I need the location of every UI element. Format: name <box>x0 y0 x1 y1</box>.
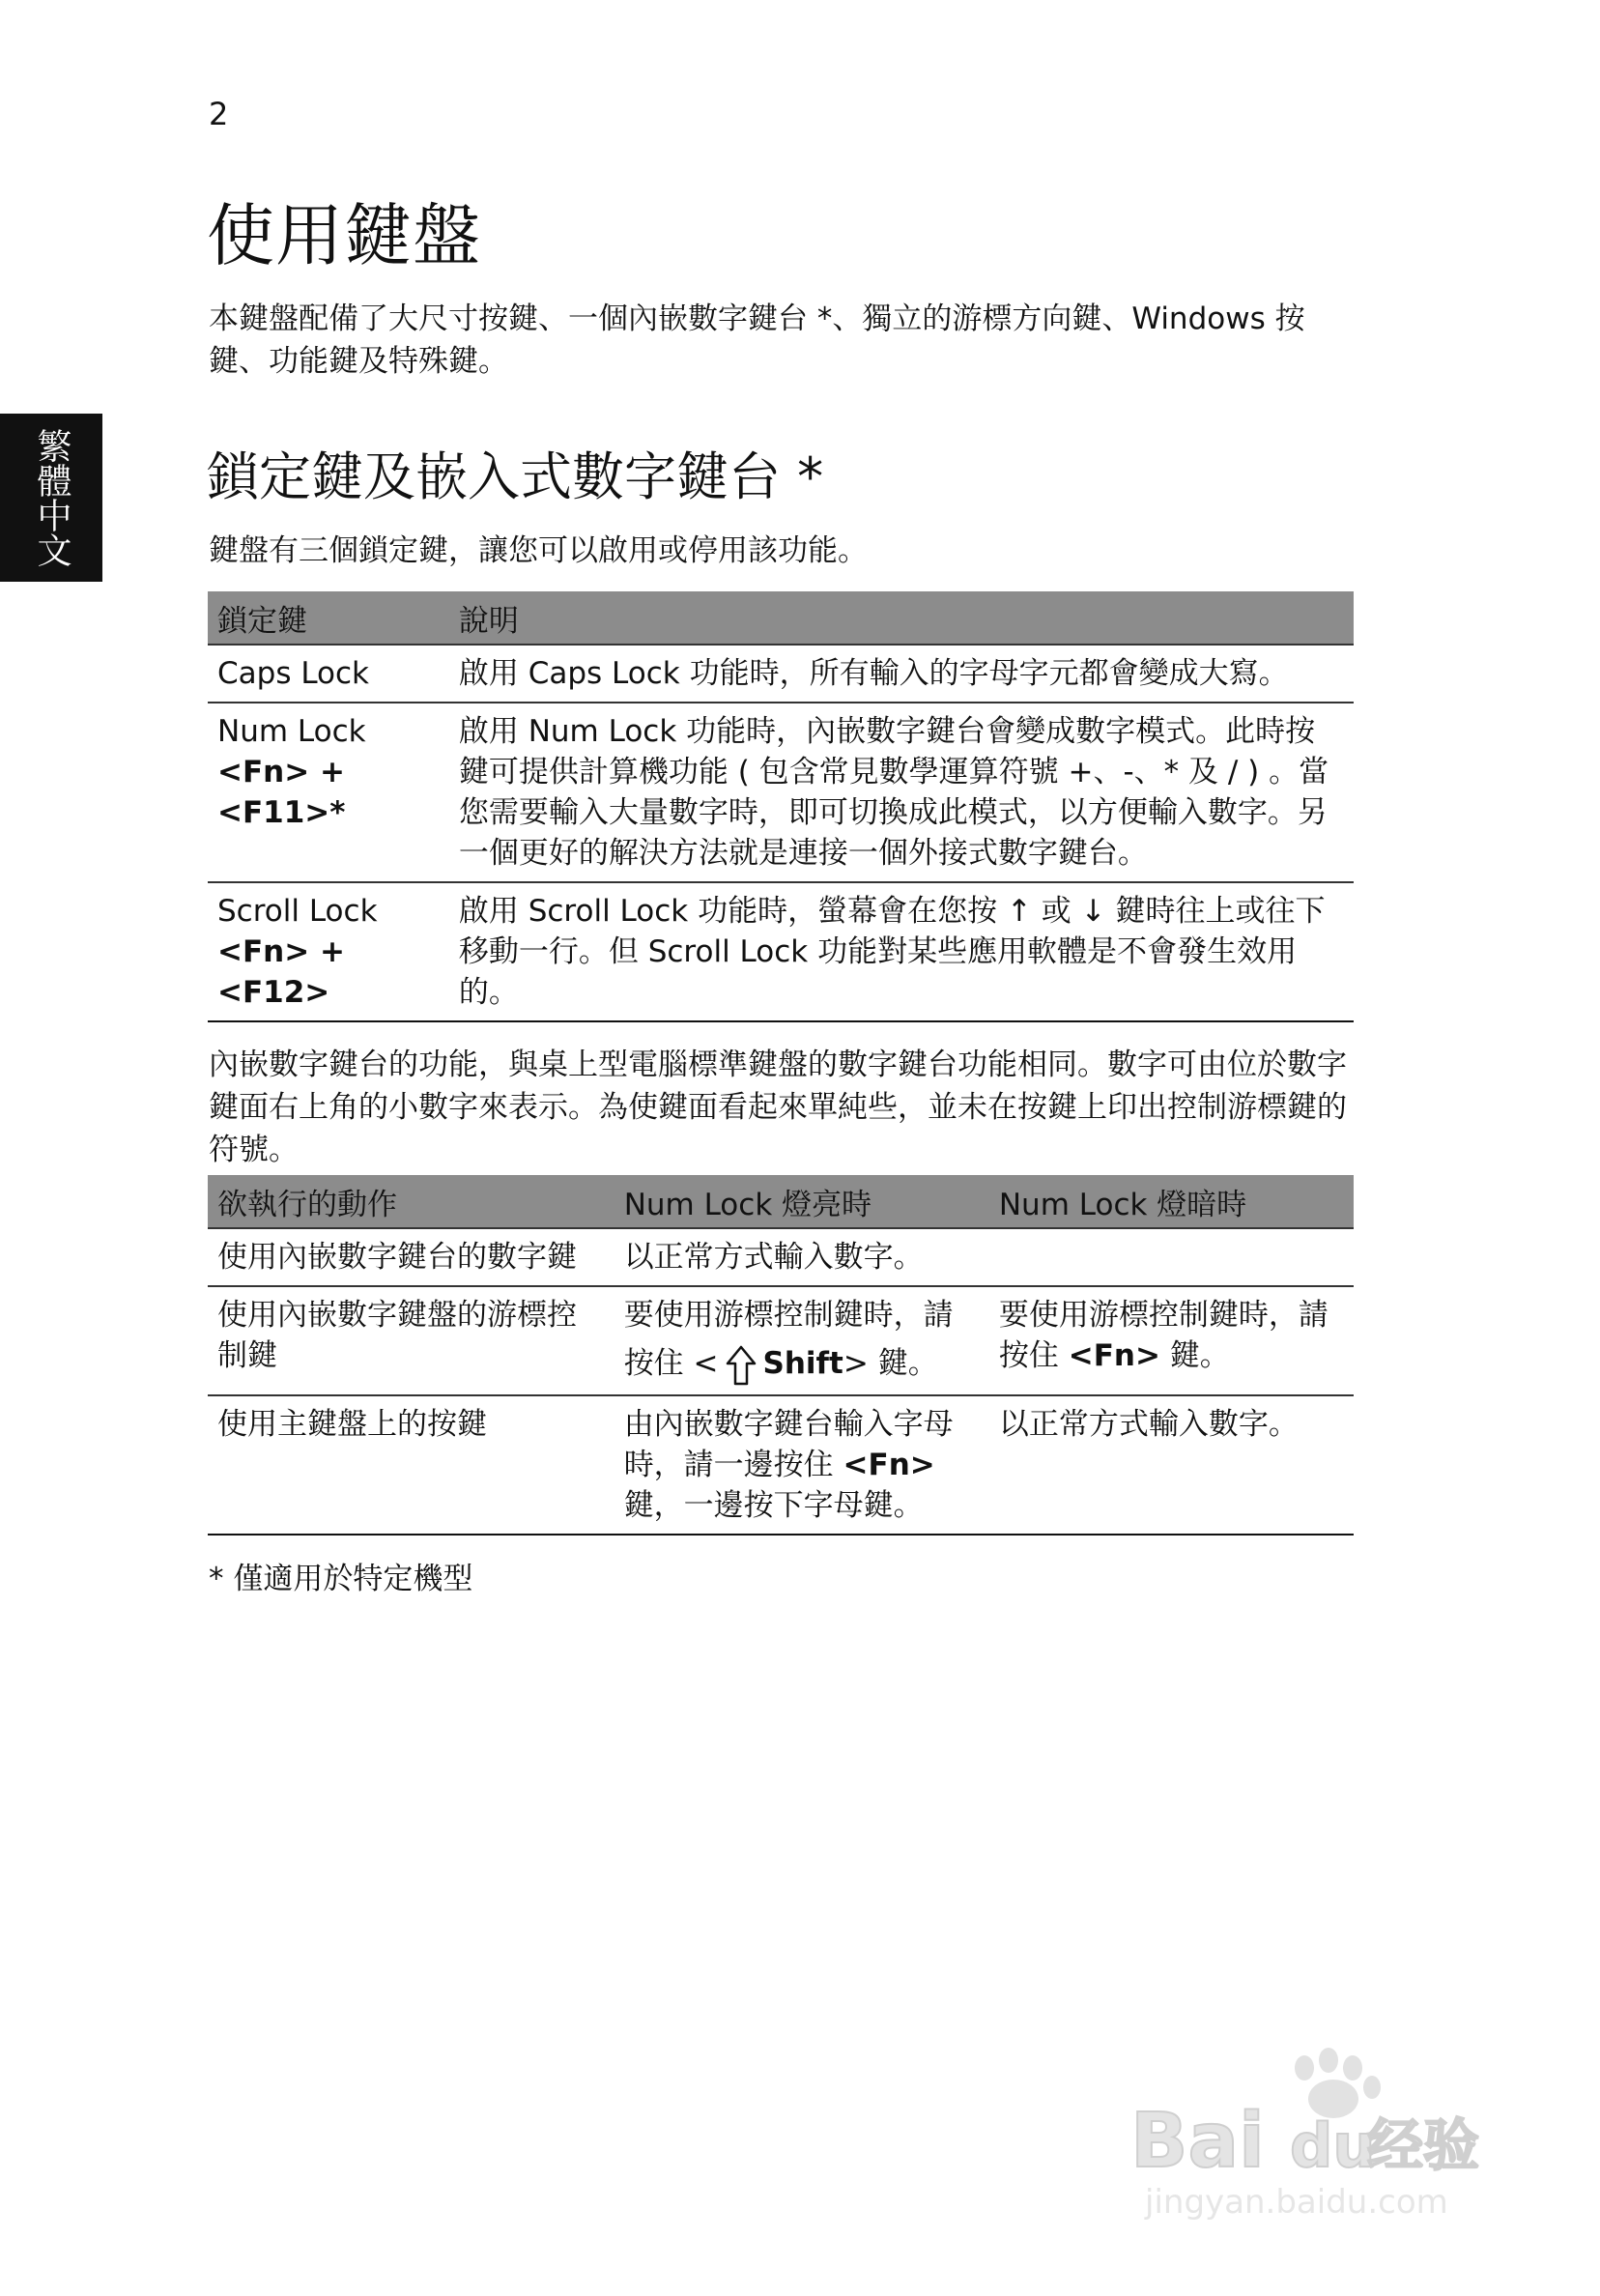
numlock-on-cell <box>614 1395 989 1535</box>
table-header-row <box>208 591 1354 645</box>
cell-text-line <box>624 1343 980 1387</box>
table-header-cell: Num Lock 燈亮時 <box>614 1175 989 1228</box>
table-row <box>208 882 1354 1021</box>
table-row <box>208 645 1354 703</box>
shift-arrow-icon <box>725 1344 757 1387</box>
lock-desc-cell: 啟用 Num Lock 功能時，內嵌數字鍵台會變成數字模式。此時按鍵可提供計算機功能 ( 包含常見數學運算符號 +、-、* 及 / ) 。當您需要輸入大量數字時，即可切換成此模式，以方便輸入數字。另一個更好的解決方法就是連接一個外接式數字鍵台。 <box>449 703 1354 882</box>
numlock-on-cell: 以正常方式輸入數字。 <box>614 1228 989 1286</box>
action-cell: 使用內嵌數字鍵盤的游標控制鍵 <box>208 1286 614 1395</box>
page-title: 使用鍵盤 <box>207 196 481 275</box>
table-header-row <box>208 1175 1354 1228</box>
table-row <box>208 1286 1354 1395</box>
numpad-actions-table <box>208 1175 1354 1535</box>
lock-key-cell <box>208 882 449 1021</box>
numlock-on-cell <box>614 1286 989 1395</box>
intro-paragraph: 本鍵盤配備了大尺寸按鍵、一個內嵌數字鍵台 *、獨立的游標方向鍵、Windows 按鍵、功能鍵及特殊鍵。 <box>209 301 1305 379</box>
cell-text: 由內嵌數字鍵台輸入字母時，請一邊按住 <box>623 1406 954 1482</box>
lock-key-shortcut: <Fn> + <F11>* <box>217 755 346 830</box>
table-row <box>208 1228 1354 1286</box>
cell-text: 要使用游標控制鍵時，請按住 <box>998 1298 1329 1373</box>
cell-text: 按住 < <box>623 1346 719 1381</box>
action-cell: 使用內嵌數字鍵台的數字鍵 <box>208 1228 614 1286</box>
watermark-cn: 经验 <box>1367 2112 1480 2178</box>
fn-key-label: <Fn> <box>1068 1338 1160 1373</box>
page-number: 2 <box>209 96 229 132</box>
section-intro: 鍵盤有三個鎖定鍵，讓您可以啟用或停用該功能。 <box>209 533 868 568</box>
numlock-off-cell: 以正常方式輸入數字。 <box>989 1395 1354 1535</box>
up-arrow-icon: ↑ <box>1006 894 1032 929</box>
action-cell: 使用主鍵盤上的按鍵 <box>208 1395 614 1535</box>
desc-text: 啟用 Scroll Lock 功能時，螢幕會在您按 <box>458 894 998 929</box>
cell-text: > 鍵。 <box>843 1346 938 1381</box>
table-row <box>208 1395 1354 1535</box>
lock-key-name: Num Lock <box>217 714 366 749</box>
watermark-brand-du: du <box>1290 2110 1376 2181</box>
desc-text: 或 <box>1041 894 1071 929</box>
table-header-cell: 鎖定鍵 <box>208 591 449 645</box>
table-header-cell: 欲執行的動作 <box>208 1175 614 1228</box>
watermark-brand: Bai <box>1130 2098 1265 2185</box>
lock-desc-cell <box>449 882 1354 1021</box>
table-header-cell: 說明 <box>449 591 1354 645</box>
lock-desc-cell: 啟用 Caps Lock 功能時，所有輸入的字母字元都會變成大寫。 <box>449 645 1354 703</box>
lock-key-shortcut: <Fn> + <F12> <box>217 934 345 1010</box>
cell-text: 要使用游標控制鍵時，請 <box>623 1298 954 1333</box>
lock-key-name: Scroll Lock <box>217 894 378 929</box>
numpad-description: 內嵌數字鍵台的功能，與桌上型電腦標準鍵盤的數字鍵台功能相同。數字可由位於數字鍵面右上角的小數字來表示。為使鍵面看起來單純些，並未在按鍵上印出控制游標鍵的符號。 <box>209 1048 1347 1167</box>
watermark-url: jingyan.baidu.com <box>1145 2183 1448 2222</box>
cell-text: 鍵。 <box>1159 1338 1230 1373</box>
table-header-cell: Num Lock 燈暗時 <box>989 1175 1354 1228</box>
paw-logo-icon <box>1295 2048 1381 2118</box>
numlock-off-cell <box>989 1228 1354 1286</box>
cell-text: 鍵，一邊按下字母鍵。 <box>623 1487 924 1523</box>
down-arrow-icon: ↓ <box>1080 894 1106 929</box>
baidu-jingyan-watermark <box>1130 2039 1498 2223</box>
table-row <box>208 703 1354 882</box>
language-side-tab <box>0 414 102 582</box>
lock-key-name: Caps Lock <box>217 656 370 691</box>
lock-key-cell <box>208 645 449 703</box>
footnote: * 僅適用於特定機型 <box>209 1562 473 1596</box>
language-side-tab-label: 繁體中文 <box>32 428 71 567</box>
shift-key-label: Shift <box>762 1346 843 1381</box>
lock-key-cell <box>208 703 449 882</box>
lock-keys-table <box>208 591 1354 1022</box>
desc-text: 鍵時往上或往下移動一行。但 Scroll Lock 功能對某些應用軟體是不會發生效用的。 <box>458 894 1326 1010</box>
section-title: 鎖定鍵及嵌入式數字鍵台 * <box>207 446 824 507</box>
numlock-off-cell <box>989 1286 1354 1395</box>
fn-key-label: <Fn> <box>843 1447 935 1482</box>
